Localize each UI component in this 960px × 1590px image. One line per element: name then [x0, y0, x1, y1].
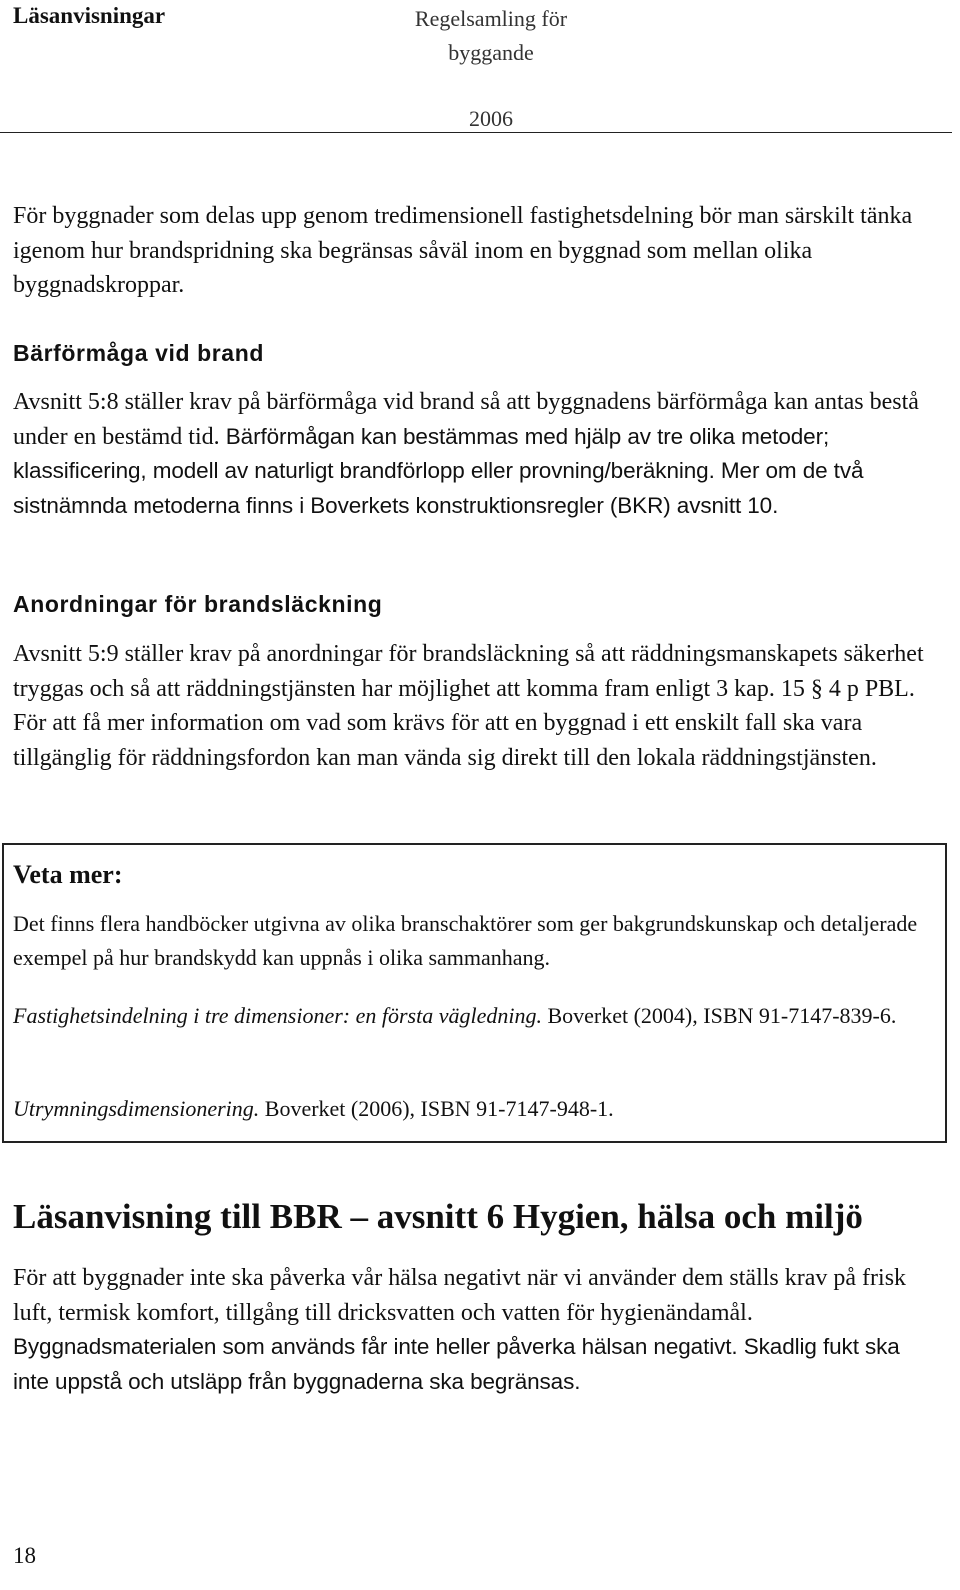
body-sans-part: Bärförmågan kan bestämmas med hjälp av tre olika metoder; klassificering, modell av naturligt brandförlopp eller provning/beräkning.: [13, 423, 830, 483]
section-heading-barformaga: Bärförmåga vid brand: [13, 340, 264, 366]
chapter-heading-avsnitt-6: Läsanvisning till BBR – avsnitt 6 Hygien, hälsa och miljö: [13, 1197, 863, 1236]
section-heading-brandslackning: Anordningar för brandsläckning: [13, 591, 383, 617]
section-body-brandslackning: Avsnitt 5:9 ställer krav på anordningar för brandsläckning så att räddningsmanskapets säkerhet tryggas och så att räddningstjänsten har möjlighet att komma fram enligt 3 kap. 15 § 4 p PBL. För att få mer information om vad som krävs för att en byggnad i ett enskilt fall ska vara tillgänglig för räddningsfordon kan man vända sig direkt till den lokala räddningstjänsten.: [13, 641, 924, 771]
page-number: 18: [13, 1543, 36, 1568]
reference-title: Utrymningsdimensionering.: [13, 1096, 260, 1121]
running-header-publication: [340, 2, 642, 70]
intro-paragraph: För byggnader som delas upp genom tredimensionell fastighetsdelning bör man särskilt tänka igenom hur brandspridning ska begränsas såväl inom en byggnad som mellan olika byggnadskroppar.: [13, 203, 913, 298]
chapter-body-avsnitt-6: [13, 1261, 938, 1399]
info-box-reference-2: [13, 1092, 933, 1126]
running-header-title: Läsanvisningar: [13, 3, 166, 28]
body-serif-part: Avsnitt 5:8 ställer krav på bärförmåga vid brand så att byggnadens bärförmåga kan antas bestå under en bestämd tid.: [13, 389, 919, 450]
info-box-title: Veta mer:: [13, 860, 123, 889]
running-header-publication-line2: byggande: [448, 40, 534, 65]
info-box-text: Det finns flera handböcker utgivna av olika branschaktörer som ger bakgrundskunskap och detaljerade exempel på hur brandskydd kan uppnås i olika sammanhang.: [13, 911, 918, 970]
running-header-publication-line1: Regelsamling för: [414, 6, 568, 31]
body-serif-part: För att byggnader inte ska påverka vår hälsa negativt när vi använder dem ställs krav på frisk luft, termisk komfort, tillgång till dricksvatten och vatten för hygienändamål.: [13, 1265, 907, 1326]
running-header-year: 2006: [469, 106, 513, 131]
info-box-reference-1: [13, 999, 913, 1033]
body-sans-part: Byggnadsmaterialen som används får inte heller påverka hälsan negativt. Skadlig fukt ska inte uppstå och utsläpp från byggnaderna ska begränsas.: [13, 1334, 900, 1394]
header-divider: [0, 132, 952, 133]
body-sans-part-2: Mer om de två sistnämnda metoderna finns i Boverkets konstruktionsregler (BKR) avsnitt 10.: [13, 458, 864, 518]
reference-title: Fastighetsindelning i tre dimensioner: en första vägledning.: [13, 1003, 542, 1028]
section-body-barformaga: [13, 385, 928, 523]
reference-details: Boverket (2004), ISBN 91-7147-839-6.: [541, 1003, 897, 1028]
reference-details: Boverket (2006), ISBN 91-7147-948-1.: [259, 1096, 614, 1121]
